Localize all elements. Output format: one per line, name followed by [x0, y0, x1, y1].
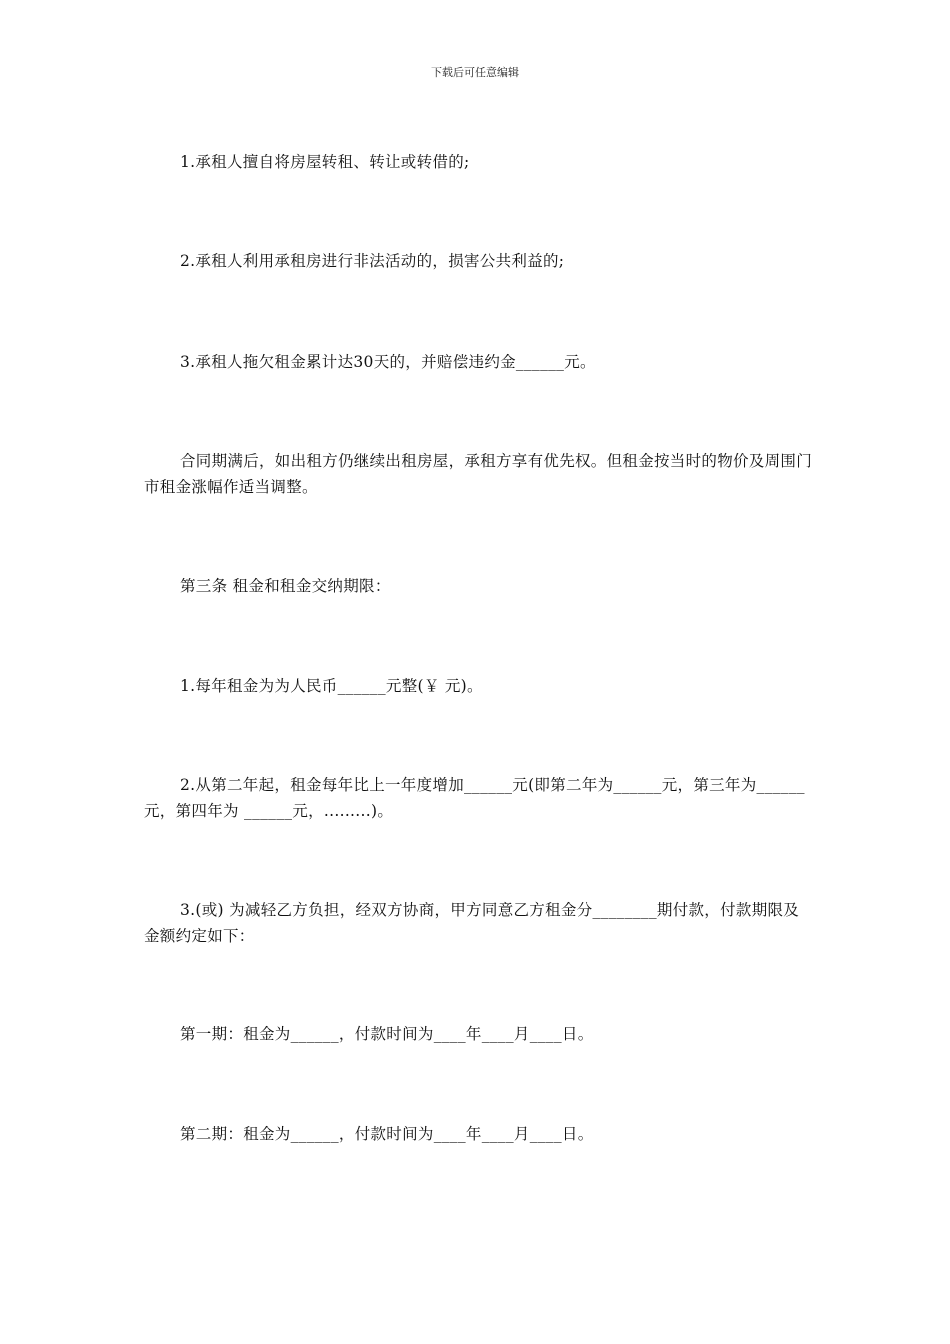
clause-paragraph-1: 1.承租人擅自将房屋转租、转让或转借的; [180, 153, 470, 171]
clause-paragraph-2: 2.承租人利用承租房进行非法活动的，损害公共利益的; [180, 252, 565, 270]
rent-paragraph-2: 2.从第二年起，租金每年比上一年度增加______元(即第二年为______元，第三年为______元，第四年为 ______元，.........)。 [144, 776, 805, 820]
page-header-note: 下载后可任意编辑 [431, 66, 519, 79]
rent-paragraph-3: 3.(或) 为减轻乙方负担，经双方协商，甲方同意乙方租金分________期付款，付款期限及金额约定如下： [144, 901, 800, 945]
clause-paragraph-3: 3.承租人拖欠租金累计达30天的，并赔偿违约金______元。 [180, 353, 596, 371]
renewal-paragraph: 合同期满后，如出租方仍继续出租房屋，承租方享有优先权。但租金按当时的物价及周围门市租金涨幅作适当调整。 [144, 452, 813, 496]
article-three-heading: 第三条 租金和租金交纳期限： [180, 577, 391, 595]
installment-first: 第一期：租金为______，付款时间为____年____月____日。 [180, 1025, 594, 1043]
rent-paragraph-1: 1.每年租金为为人民币______元整(￥ 元)。 [180, 677, 483, 695]
installment-second: 第二期：租金为______，付款时间为____年____月____日。 [180, 1125, 594, 1143]
